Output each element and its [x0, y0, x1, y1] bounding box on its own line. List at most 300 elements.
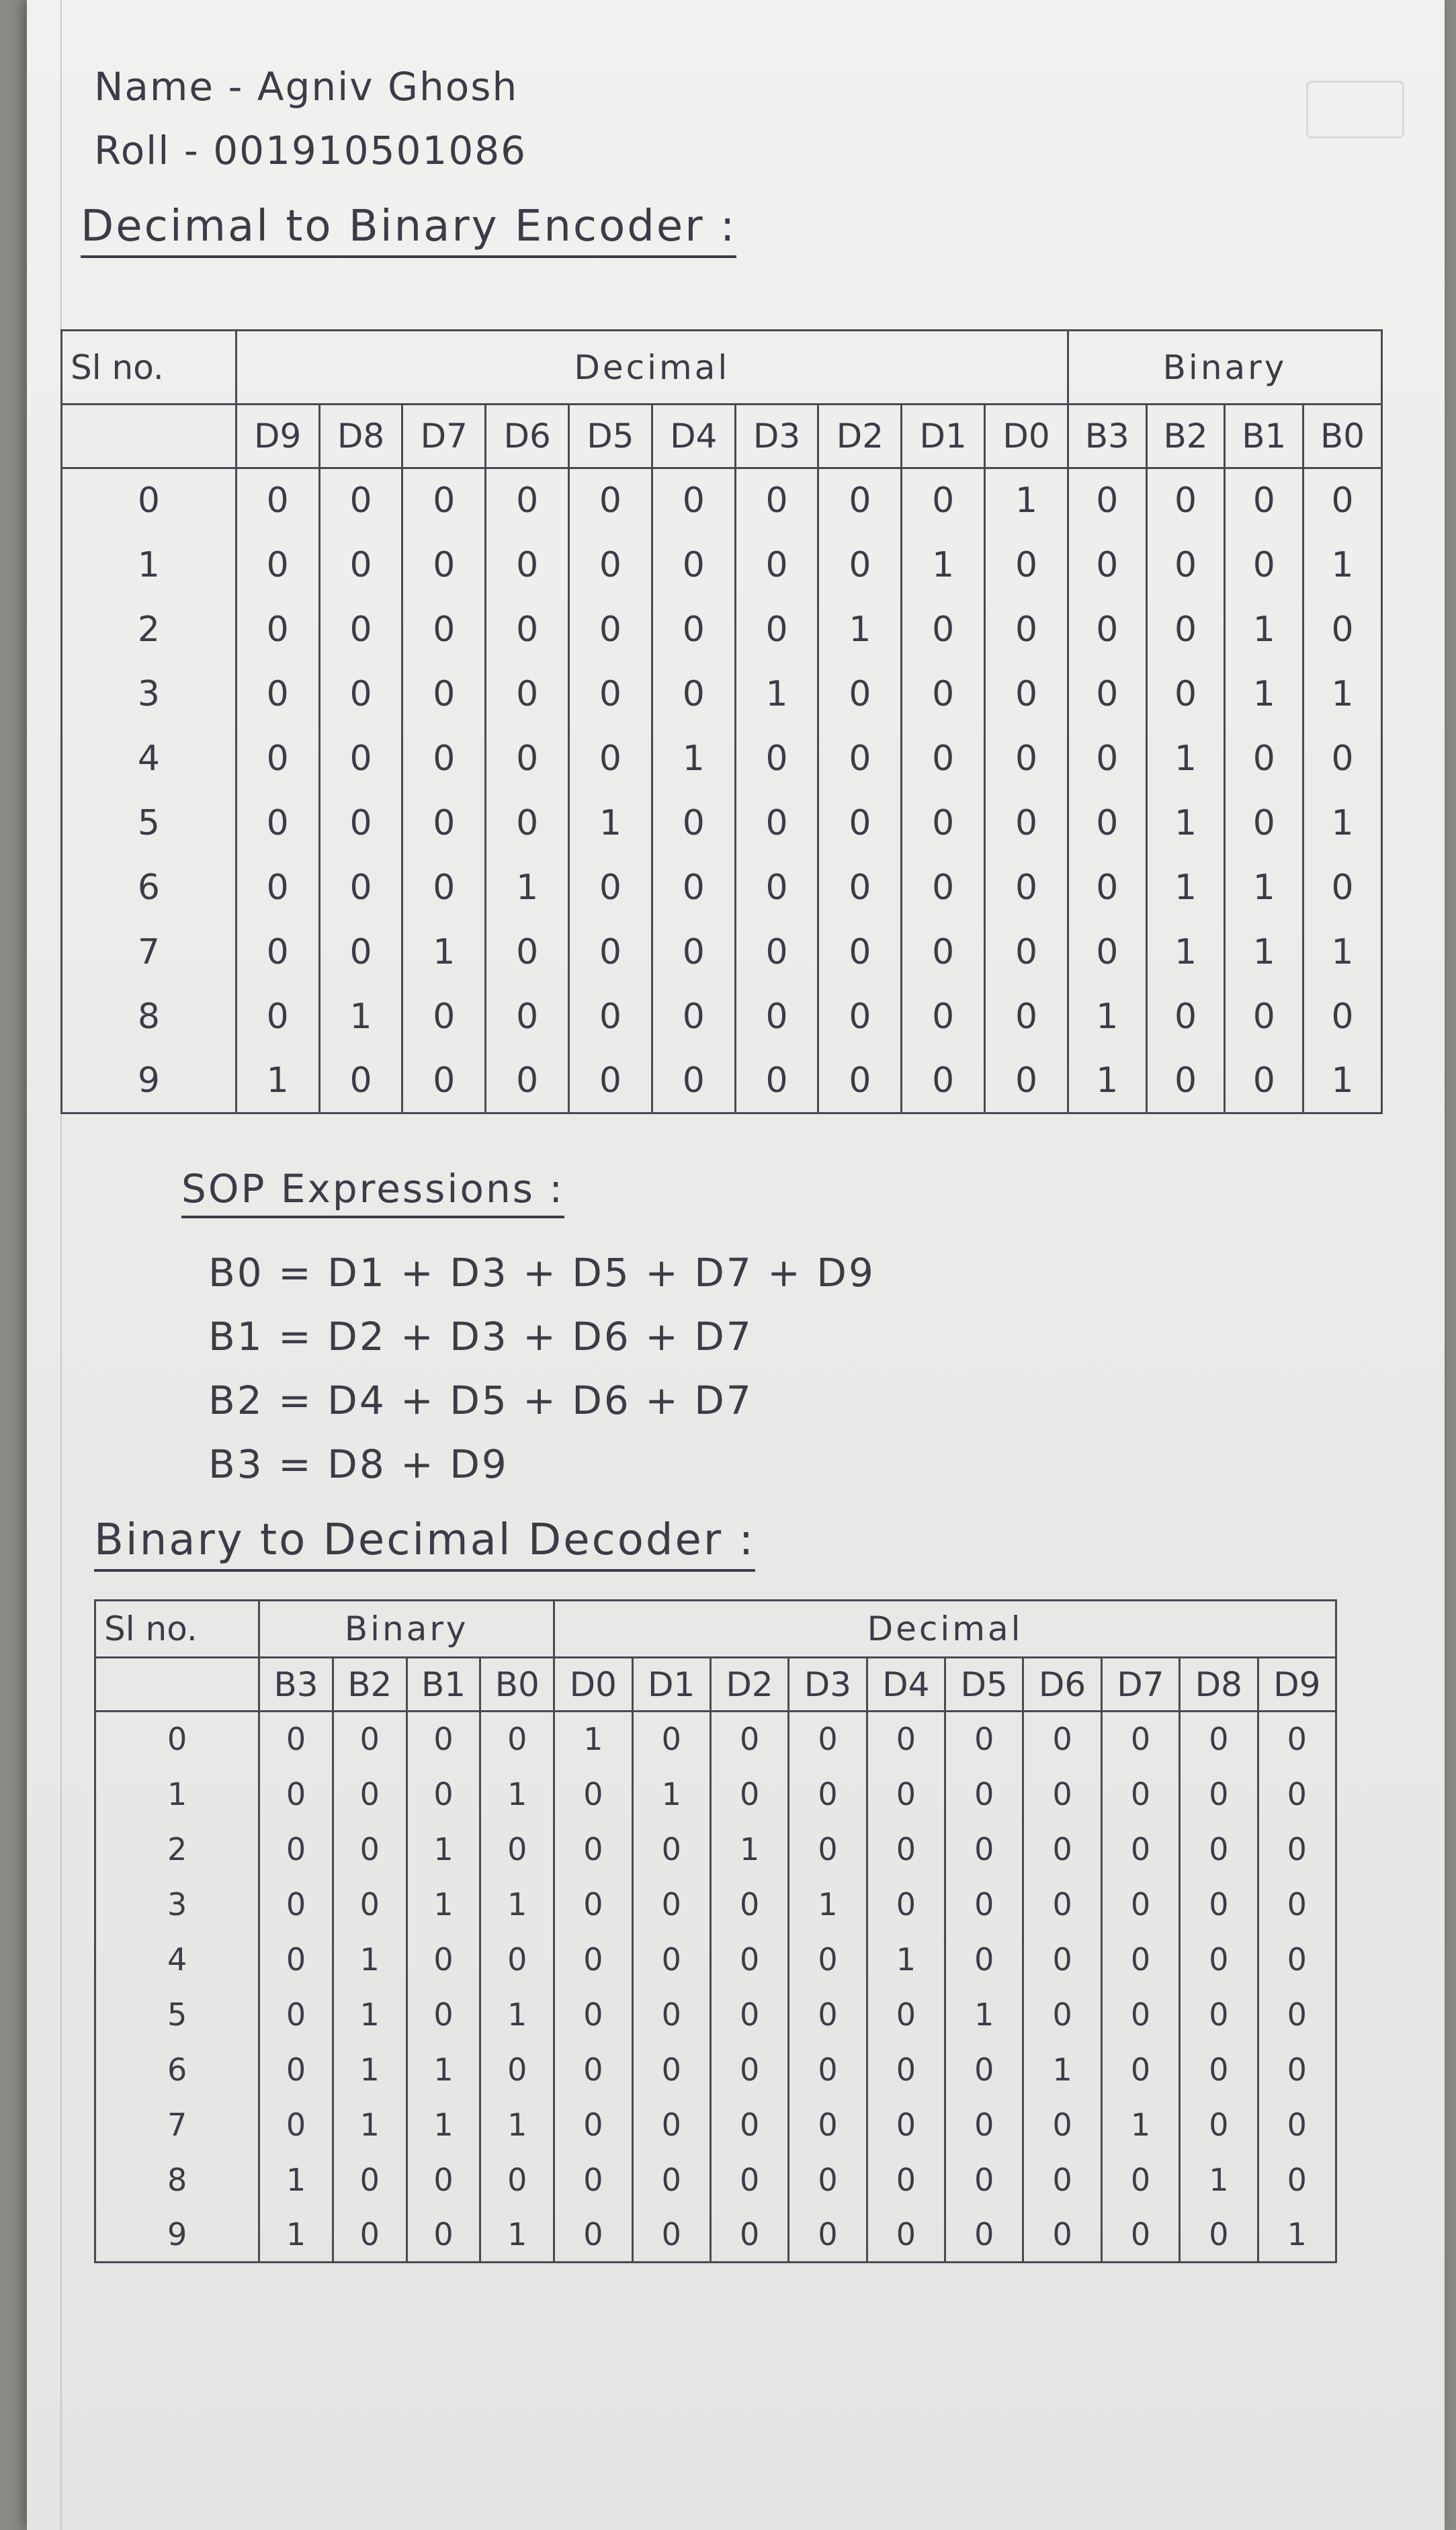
table-cell: 0 — [319, 855, 402, 920]
dec-col-header: D6 — [1023, 1658, 1101, 1712]
table-cell: 0 — [652, 597, 735, 662]
row-index-cell: 1 — [95, 1767, 259, 1822]
table-cell: 0 — [259, 1987, 333, 2042]
table-cell: 0 — [319, 662, 402, 726]
table-row — [95, 1822, 1336, 1877]
table-cell: 0 — [1180, 1822, 1258, 1877]
encoder-decimal-group-header: Decimal — [236, 331, 1068, 405]
table-cell: 0 — [333, 1767, 406, 1822]
table-cell: 1 — [406, 2097, 480, 2152]
table-cell: 0 — [236, 468, 319, 533]
table-cell: 0 — [902, 791, 985, 855]
table-cell: 0 — [486, 726, 569, 791]
table-cell: 0 — [867, 2042, 945, 2097]
table-cell: 1 — [406, 1877, 480, 1932]
row-index-cell: 5 — [62, 791, 237, 855]
table-cell: 0 — [1101, 1822, 1179, 1877]
table-cell: 0 — [406, 2152, 480, 2207]
table-cell: 0 — [1023, 1712, 1101, 1767]
table-cell: 0 — [985, 855, 1068, 920]
table-cell: 1 — [818, 597, 902, 662]
table-cell: 1 — [1303, 1049, 1382, 1113]
table-cell: 0 — [710, 1932, 788, 1987]
table-cell: 0 — [486, 597, 569, 662]
table-cell: 0 — [259, 2097, 333, 2152]
table-cell: 0 — [710, 1987, 788, 2042]
table-cell: 0 — [480, 2152, 554, 2207]
table-cell: 0 — [789, 1822, 867, 1877]
dec-col-header: D3 — [789, 1658, 867, 1712]
decoder-binary-group-header: Binary — [259, 1601, 554, 1658]
table-cell: 1 — [1146, 855, 1225, 920]
table-cell: 1 — [1146, 920, 1225, 984]
table-cell: 0 — [867, 1987, 945, 2042]
table-cell: 0 — [632, 2097, 710, 2152]
table-cell: 0 — [569, 726, 652, 791]
table-cell: 0 — [652, 1049, 735, 1113]
table-cell: 1 — [480, 1987, 554, 2042]
dec-col-header: B0 — [480, 1658, 554, 1712]
table-cell: 0 — [402, 984, 486, 1049]
table-cell: 1 — [259, 2152, 333, 2207]
table-cell: 0 — [735, 468, 818, 533]
table-cell: 0 — [1068, 468, 1146, 533]
dec-sl-subheader — [95, 1658, 259, 1712]
table-cell: 0 — [985, 1049, 1068, 1113]
table-cell: 1 — [480, 1767, 554, 1822]
table-cell: 0 — [1225, 791, 1303, 855]
table-cell: 0 — [902, 662, 985, 726]
table-cell: 0 — [818, 855, 902, 920]
row-index-cell: 3 — [95, 1877, 259, 1932]
table-cell: 0 — [902, 855, 985, 920]
table-cell: 0 — [710, 2097, 788, 2152]
table-cell: 0 — [569, 984, 652, 1049]
table-cell: 0 — [710, 2207, 788, 2263]
table-cell: 0 — [319, 597, 402, 662]
table-cell: 0 — [1146, 533, 1225, 597]
table-cell: 1 — [652, 726, 735, 791]
table-cell: 0 — [789, 2097, 867, 2152]
table-cell: 0 — [319, 791, 402, 855]
table-cell: 1 — [480, 2097, 554, 2152]
table-cell: 0 — [789, 2207, 867, 2263]
dec-col-header: D2 — [710, 1658, 788, 1712]
table-cell: 0 — [402, 726, 486, 791]
table-cell: 0 — [333, 2207, 406, 2263]
table-cell: 0 — [1258, 1822, 1336, 1877]
table-cell: 0 — [1101, 1932, 1179, 1987]
table-row — [95, 1712, 1336, 1767]
table-cell: 0 — [319, 726, 402, 791]
table-cell: 0 — [569, 920, 652, 984]
table-cell: 1 — [1146, 791, 1225, 855]
table-cell: 1 — [1303, 791, 1382, 855]
table-cell: 0 — [569, 597, 652, 662]
table-cell: 0 — [1101, 1712, 1179, 1767]
table-cell: 0 — [818, 791, 902, 855]
table-cell: 0 — [652, 468, 735, 533]
sop-equation-b3: B3 = D8 + D9 — [208, 1441, 509, 1487]
table-cell: 1 — [902, 533, 985, 597]
table-cell: 0 — [1146, 984, 1225, 1049]
table-cell: 0 — [985, 726, 1068, 791]
table-cell: 0 — [818, 662, 902, 726]
table-cell: 0 — [1146, 1049, 1225, 1113]
dec-col-header: D4 — [867, 1658, 945, 1712]
table-cell: 1 — [1258, 2207, 1336, 2263]
table-cell: 0 — [818, 726, 902, 791]
table-cell: 0 — [486, 1049, 569, 1113]
table-cell: 0 — [789, 1932, 867, 1987]
table-cell: 0 — [902, 597, 985, 662]
table-row — [95, 1932, 1336, 1987]
table-cell: 0 — [652, 855, 735, 920]
dec-col-header: D0 — [554, 1658, 632, 1712]
table-cell: 0 — [902, 1049, 985, 1113]
table-row — [95, 1877, 1336, 1932]
table-cell: 0 — [789, 2042, 867, 2097]
table-cell: 0 — [632, 1987, 710, 2042]
table-cell: 0 — [1303, 855, 1382, 920]
row-index-cell: 8 — [62, 984, 237, 1049]
enc-col-header: D0 — [985, 405, 1068, 468]
table-cell: 0 — [1258, 1877, 1336, 1932]
table-cell: 0 — [735, 984, 818, 1049]
table-cell: 0 — [319, 468, 402, 533]
table-cell: 0 — [818, 984, 902, 1049]
table-cell: 0 — [1023, 1822, 1101, 1877]
table-row — [95, 2207, 1336, 2263]
table-cell: 0 — [236, 791, 319, 855]
table-cell: 0 — [554, 2042, 632, 2097]
notebook-page — [27, 0, 1445, 2530]
table-cell: 0 — [1068, 791, 1146, 855]
row-index-cell: 0 — [62, 468, 237, 533]
dec-col-header: D1 — [632, 1658, 710, 1712]
table-cell: 0 — [1023, 1767, 1101, 1822]
table-cell: 1 — [1225, 662, 1303, 726]
row-index-cell: 3 — [62, 662, 237, 726]
table-cell: 0 — [1101, 2207, 1179, 2263]
decoder-truth-table — [94, 1599, 1337, 2263]
table-cell: 0 — [632, 1877, 710, 1932]
enc-col-header: D9 — [236, 405, 319, 468]
table-cell: 1 — [1303, 920, 1382, 984]
table-cell: 0 — [259, 1767, 333, 1822]
table-cell: 0 — [652, 984, 735, 1049]
table-cell: 0 — [945, 1822, 1023, 1877]
table-cell: 1 — [1303, 533, 1382, 597]
sop-equation-b0: B0 = D1 + D3 + D5 + D7 + D9 — [208, 1250, 875, 1296]
table-cell: 0 — [867, 1712, 945, 1767]
table-cell: 0 — [985, 597, 1068, 662]
table-cell: 0 — [259, 2042, 333, 2097]
decoder-title-text: Binary to Decimal Decoder : — [94, 1515, 755, 1572]
row-index-cell: 1 — [62, 533, 237, 597]
table-cell: 0 — [1023, 2207, 1101, 2263]
table-cell: 0 — [1258, 1767, 1336, 1822]
table-cell: 0 — [333, 1712, 406, 1767]
dec-col-header: D7 — [1101, 1658, 1179, 1712]
table-cell: 0 — [406, 1712, 480, 1767]
table-cell: 0 — [652, 920, 735, 984]
table-cell: 0 — [554, 1932, 632, 1987]
table-cell: 0 — [902, 726, 985, 791]
table-cell: 0 — [652, 791, 735, 855]
table-cell: 0 — [985, 533, 1068, 597]
table-cell: 1 — [406, 1822, 480, 1877]
table-cell: 0 — [1023, 1877, 1101, 1932]
table-cell: 0 — [236, 533, 319, 597]
dec-col-header: B1 — [406, 1658, 480, 1712]
table-cell: 0 — [945, 1932, 1023, 1987]
table-cell: 0 — [1180, 2097, 1258, 2152]
decoder-column-header-row — [95, 1658, 1336, 1712]
table-cell: 0 — [1180, 2207, 1258, 2263]
roll-line: Roll - 001910501086 — [94, 128, 527, 173]
table-row — [95, 1767, 1336, 1822]
table-cell: 1 — [259, 2207, 333, 2263]
table-cell: 1 — [333, 2042, 406, 2097]
table-cell: 1 — [1225, 597, 1303, 662]
table-cell: 0 — [1068, 533, 1146, 597]
table-row — [95, 2097, 1336, 2152]
table-cell: 0 — [945, 1877, 1023, 1932]
row-index-cell: 4 — [62, 726, 237, 791]
sop-heading-text: SOP Expressions : — [181, 1166, 564, 1218]
table-cell: 0 — [1225, 726, 1303, 791]
table-cell: 0 — [710, 1712, 788, 1767]
table-cell: 0 — [480, 1932, 554, 1987]
enc-col-header: B3 — [1068, 405, 1146, 468]
table-cell: 0 — [486, 984, 569, 1049]
table-cell: 0 — [902, 920, 985, 984]
table-cell: 0 — [569, 533, 652, 597]
table-cell: 0 — [632, 2152, 710, 2207]
table-cell: 0 — [632, 2042, 710, 2097]
table-cell: 0 — [632, 1932, 710, 1987]
table-cell: 1 — [486, 855, 569, 920]
table-cell: 0 — [818, 468, 902, 533]
table-cell: 0 — [945, 2097, 1023, 2152]
encoder-title — [81, 202, 736, 251]
table-cell: 0 — [1180, 1932, 1258, 1987]
table-cell: 0 — [1258, 2042, 1336, 2097]
table-cell: 0 — [735, 920, 818, 984]
table-cell: 0 — [945, 2152, 1023, 2207]
table-cell: 0 — [554, 2097, 632, 2152]
enc-col-header: B2 — [1146, 405, 1225, 468]
table-cell: 0 — [554, 1822, 632, 1877]
table-row — [62, 468, 1382, 533]
table-cell: 0 — [945, 2042, 1023, 2097]
table-cell: 1 — [789, 1877, 867, 1932]
table-row — [62, 533, 1382, 597]
table-row — [95, 2152, 1336, 2207]
table-cell: 0 — [486, 920, 569, 984]
table-cell: 0 — [735, 855, 818, 920]
table-row — [95, 1987, 1336, 2042]
table-cell: 0 — [735, 726, 818, 791]
table-cell: 0 — [480, 1822, 554, 1877]
table-cell: 1 — [1068, 1049, 1146, 1113]
table-cell: 0 — [1180, 2042, 1258, 2097]
table-row — [62, 984, 1382, 1049]
enc-col-header: D3 — [735, 405, 818, 468]
table-cell: 0 — [789, 1767, 867, 1822]
table-cell: 1 — [1146, 726, 1225, 791]
table-cell: 0 — [554, 1877, 632, 1932]
table-cell: 0 — [259, 1932, 333, 1987]
enc-col-header: D7 — [402, 405, 486, 468]
table-cell: 0 — [236, 920, 319, 984]
decoder-title — [94, 1515, 755, 1565]
table-cell: 0 — [735, 533, 818, 597]
table-cell: 0 — [406, 1767, 480, 1822]
row-index-cell: 4 — [95, 1932, 259, 1987]
table-cell: 0 — [652, 533, 735, 597]
enc-col-header: B0 — [1303, 405, 1382, 468]
table-cell: 0 — [569, 1049, 652, 1113]
encoder-table-body — [62, 468, 1382, 1113]
table-row — [62, 597, 1382, 662]
table-cell: 0 — [945, 1767, 1023, 1822]
table-cell: 1 — [1068, 984, 1146, 1049]
table-cell: 0 — [818, 1049, 902, 1113]
table-cell: 0 — [486, 468, 569, 533]
table-cell: 0 — [1258, 1712, 1336, 1767]
table-cell: 1 — [480, 2207, 554, 2263]
table-cell: 1 — [985, 468, 1068, 533]
table-cell: 0 — [402, 533, 486, 597]
table-cell: 0 — [554, 2152, 632, 2207]
row-index-cell: 6 — [95, 2042, 259, 2097]
table-cell: 1 — [867, 1932, 945, 1987]
table-cell: 0 — [710, 2152, 788, 2207]
sop-equation-b2: B2 = D4 + D5 + D6 + D7 — [208, 1378, 753, 1423]
table-cell: 0 — [735, 791, 818, 855]
row-index-cell: 2 — [95, 1822, 259, 1877]
enc-col-header: B1 — [1225, 405, 1303, 468]
table-cell: 0 — [1225, 984, 1303, 1049]
table-cell: 0 — [402, 855, 486, 920]
encoder-sl-header: Sl no. — [62, 331, 237, 405]
row-index-cell: 7 — [62, 920, 237, 984]
table-cell: 0 — [1146, 662, 1225, 726]
table-cell: 0 — [480, 1712, 554, 1767]
table-row — [62, 726, 1382, 791]
table-cell: 0 — [1258, 2152, 1336, 2207]
table-cell: 0 — [319, 920, 402, 984]
encoder-binary-group-header: Binary — [1068, 331, 1381, 405]
table-cell: 0 — [1068, 920, 1146, 984]
name-line: Name - Agniv Ghosh — [94, 64, 519, 110]
row-index-cell: 8 — [95, 2152, 259, 2207]
table-cell: 0 — [1180, 1877, 1258, 1932]
table-cell: 0 — [1180, 1987, 1258, 2042]
dec-col-header: B3 — [259, 1658, 333, 1712]
table-cell: 0 — [985, 920, 1068, 984]
table-cell: 0 — [1101, 1877, 1179, 1932]
table-cell: 1 — [1101, 2097, 1179, 2152]
dec-col-header: D9 — [1258, 1658, 1336, 1712]
table-cell: 0 — [902, 468, 985, 533]
table-row — [95, 2042, 1336, 2097]
table-cell: 0 — [319, 533, 402, 597]
table-cell: 0 — [1068, 726, 1146, 791]
table-cell: 0 — [1180, 1767, 1258, 1822]
table-cell: 0 — [867, 2152, 945, 2207]
table-cell: 0 — [1303, 984, 1382, 1049]
table-cell: 0 — [632, 2207, 710, 2263]
table-cell: 0 — [867, 1822, 945, 1877]
row-index-cell: 0 — [95, 1712, 259, 1767]
table-cell: 0 — [554, 2207, 632, 2263]
decoder-sl-header: Sl no. — [95, 1601, 259, 1658]
decoder-table-body — [95, 1712, 1336, 2263]
table-cell: 0 — [569, 855, 652, 920]
table-cell: 0 — [406, 2207, 480, 2263]
sop-heading — [181, 1166, 564, 1212]
table-cell: 1 — [1023, 2042, 1101, 2097]
dec-col-header: B2 — [333, 1658, 406, 1712]
table-cell: 0 — [236, 984, 319, 1049]
table-cell: 0 — [902, 984, 985, 1049]
enc-col-header: D5 — [569, 405, 652, 468]
table-cell: 0 — [1303, 726, 1382, 791]
table-cell: 0 — [486, 791, 569, 855]
table-cell: 0 — [402, 662, 486, 726]
table-cell: 0 — [236, 597, 319, 662]
table-cell: 0 — [402, 468, 486, 533]
enc-col-header: D4 — [652, 405, 735, 468]
table-cell: 0 — [1023, 1987, 1101, 2042]
table-cell: 0 — [1023, 1932, 1101, 1987]
table-cell: 0 — [402, 597, 486, 662]
row-index-cell: 2 — [62, 597, 237, 662]
table-cell: 0 — [569, 662, 652, 726]
encoder-column-header-row — [62, 405, 1382, 468]
table-cell: 0 — [486, 662, 569, 726]
table-cell: 0 — [985, 662, 1068, 726]
table-cell: 1 — [569, 791, 652, 855]
decoder-decimal-group-header: Decimal — [554, 1601, 1336, 1658]
enc-col-header: D8 — [319, 405, 402, 468]
table-cell: 0 — [735, 597, 818, 662]
table-cell: 0 — [985, 984, 1068, 1049]
table-cell: 1 — [710, 1822, 788, 1877]
table-cell: 0 — [1225, 468, 1303, 533]
table-cell: 1 — [1225, 855, 1303, 920]
table-cell: 0 — [710, 1877, 788, 1932]
table-cell: 1 — [333, 1987, 406, 2042]
table-cell: 0 — [569, 468, 652, 533]
table-cell: 0 — [480, 2042, 554, 2097]
table-cell: 0 — [867, 1767, 945, 1822]
table-cell: 0 — [259, 1822, 333, 1877]
dec-col-header: D5 — [945, 1658, 1023, 1712]
table-cell: 1 — [735, 662, 818, 726]
row-index-cell: 9 — [62, 1049, 237, 1113]
table-row — [62, 791, 1382, 855]
table-cell: 0 — [406, 1932, 480, 1987]
table-cell: 0 — [554, 1987, 632, 2042]
table-cell: 0 — [1258, 2097, 1336, 2152]
table-cell: 0 — [259, 1712, 333, 1767]
table-cell: 0 — [1023, 2097, 1101, 2152]
table-cell: 1 — [945, 1987, 1023, 2042]
